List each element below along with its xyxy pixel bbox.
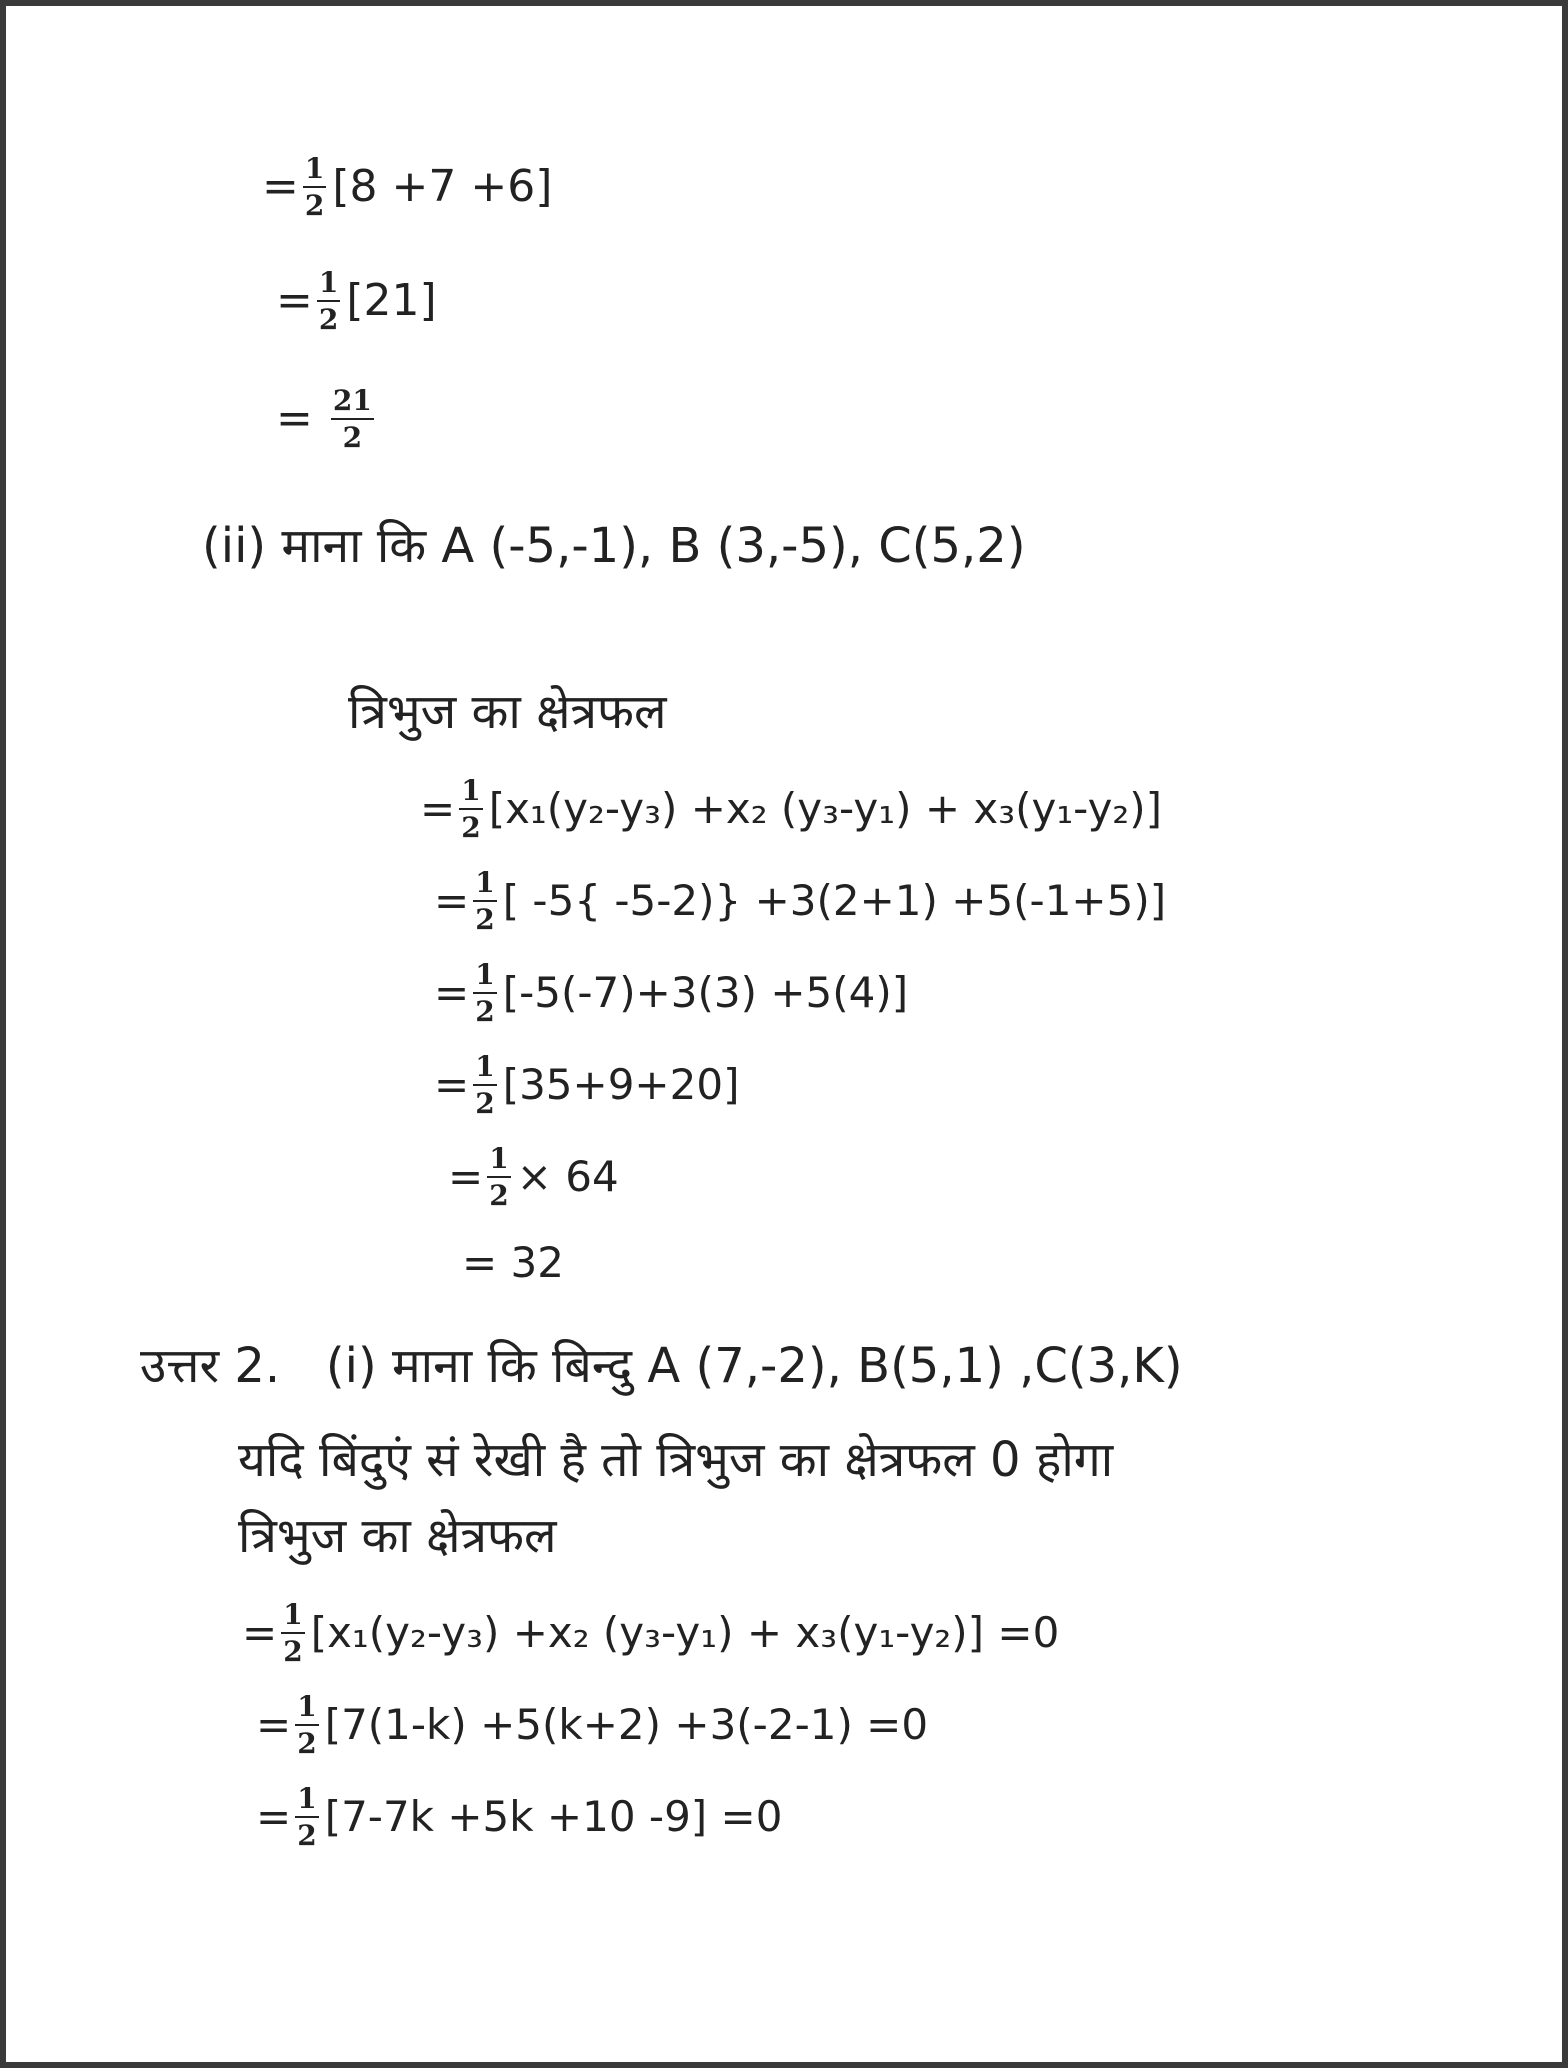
fraction-denominator: 2 bbox=[318, 303, 339, 337]
equation-line bbox=[420, 776, 1162, 843]
equals-sign: = bbox=[276, 393, 327, 445]
fraction bbox=[295, 1784, 318, 1851]
equation-text: [7-7k +5k +10 -9] =0 bbox=[324, 1792, 783, 1842]
fraction-numerator: 1 bbox=[317, 268, 340, 302]
answer-heading bbox=[140, 1338, 1183, 1394]
result-line bbox=[462, 1238, 564, 1287]
fraction-denominator: 2 bbox=[304, 189, 325, 223]
fraction bbox=[331, 386, 374, 453]
fraction bbox=[317, 268, 340, 335]
fraction-denominator: 2 bbox=[489, 1179, 509, 1213]
equals-sign: = bbox=[256, 1700, 292, 1750]
equation-text: [x₁(y₂-y₃) +x₂ (y₃-y₁) + x₃(y₁-y₂)] bbox=[488, 784, 1163, 834]
equals-sign: = bbox=[262, 161, 299, 213]
equation-line bbox=[256, 1692, 928, 1759]
equation-line bbox=[434, 1052, 739, 1119]
fraction-numerator: 21 bbox=[331, 386, 374, 420]
equals-sign: = bbox=[434, 876, 470, 926]
fraction-numerator: 1 bbox=[281, 1600, 304, 1634]
fraction-numerator: 1 bbox=[459, 776, 482, 810]
equals-sign: = bbox=[242, 1608, 278, 1658]
equals-sign: = bbox=[434, 968, 470, 1018]
fraction-numerator: 1 bbox=[473, 1052, 496, 1086]
fraction-numerator: 1 bbox=[487, 1144, 510, 1178]
fraction-denominator: 2 bbox=[475, 1087, 495, 1121]
fraction bbox=[295, 1692, 318, 1759]
equals-sign: = bbox=[434, 1060, 470, 1110]
area-label bbox=[348, 684, 667, 740]
equation-line bbox=[242, 1600, 1059, 1667]
equation-line bbox=[276, 268, 437, 335]
equation-text: [ -5{ -5-2)} +3(2+1) +5(-1+5)] bbox=[502, 876, 1167, 926]
equals-sign: = bbox=[276, 275, 313, 327]
fraction-denominator: 2 bbox=[342, 421, 363, 455]
equation-text: [35+9+20] bbox=[502, 1060, 740, 1110]
fraction bbox=[473, 1052, 496, 1119]
equals-sign: = bbox=[420, 784, 456, 834]
equation-line bbox=[448, 1144, 619, 1211]
condition-text-line bbox=[238, 1432, 1114, 1488]
answer-heading-text: उत्तर 2. (i) माना कि बिन्दु A (7,-2), B(5,1) ,C(3,K) bbox=[140, 1338, 1183, 1394]
fraction bbox=[473, 868, 496, 935]
fraction-denominator: 2 bbox=[297, 1819, 317, 1853]
fraction bbox=[459, 776, 482, 843]
fraction bbox=[473, 960, 496, 1027]
equation-line bbox=[276, 386, 380, 453]
equals-sign: = bbox=[448, 1152, 484, 1202]
fraction bbox=[281, 1600, 304, 1667]
fraction bbox=[487, 1144, 510, 1211]
equals-sign: = bbox=[256, 1792, 292, 1842]
fraction-numerator: 1 bbox=[303, 154, 326, 188]
result-text: = 32 bbox=[462, 1238, 564, 1287]
equation-line bbox=[434, 960, 908, 1027]
heading-text: (ii) माना कि A (-5,-1), B (3,-5), C(5,2) bbox=[202, 518, 1026, 574]
area-label-text: त्रिभुज का क्षेत्रफल bbox=[348, 684, 667, 740]
condition-text: यदि बिंदुएं सं रेखी है तो त्रिभुज का क्षेत्रफल 0 होगा bbox=[238, 1432, 1114, 1488]
fraction-denominator: 2 bbox=[461, 811, 481, 845]
fraction-denominator: 2 bbox=[475, 903, 495, 937]
equation-text: [x₁(y₂-y₃) +x₂ (y₃-y₁) + x₃(y₁-y₂)] =0 bbox=[310, 1608, 1060, 1658]
question-part-heading bbox=[202, 518, 1026, 574]
equation-text: [-5(-7)+3(3) +5(4)] bbox=[502, 968, 909, 1018]
equation-text: [8 +7 +6] bbox=[332, 161, 553, 213]
fraction-numerator: 1 bbox=[473, 868, 496, 902]
fraction-numerator: 1 bbox=[295, 1784, 318, 1818]
area-label bbox=[238, 1508, 557, 1564]
equation-line bbox=[256, 1784, 782, 1851]
fraction-numerator: 1 bbox=[473, 960, 496, 994]
fraction bbox=[303, 154, 326, 221]
equation-line bbox=[262, 154, 552, 221]
fraction-denominator: 2 bbox=[283, 1635, 303, 1669]
equation-line bbox=[434, 868, 1166, 935]
area-label-text: त्रिभुज का क्षेत्रफल bbox=[238, 1508, 557, 1564]
fraction-denominator: 2 bbox=[475, 995, 495, 1029]
equation-text: [7(1-k) +5(k+2) +3(-2-1) =0 bbox=[324, 1700, 929, 1750]
fraction-numerator: 1 bbox=[295, 1692, 318, 1726]
equation-text: × 64 bbox=[516, 1152, 619, 1202]
fraction-denominator: 2 bbox=[297, 1727, 317, 1761]
equation-text: [21] bbox=[346, 275, 437, 327]
